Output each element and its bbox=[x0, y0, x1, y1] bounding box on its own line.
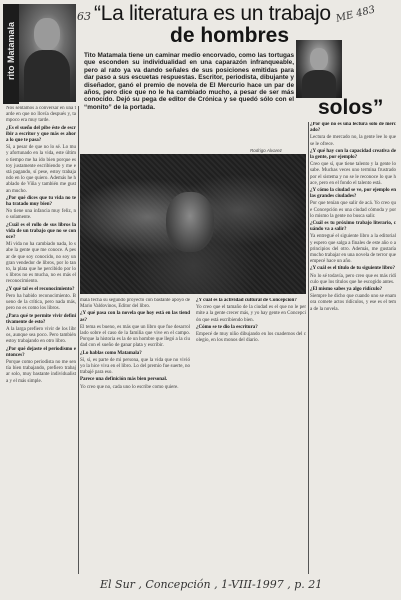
headline-continuation: solos” bbox=[318, 96, 384, 119]
qa-question: ¿Y qué pasa con la novela que hoy está en las tiendas? bbox=[80, 311, 190, 323]
qa-question: Parece una definición más bien personal. bbox=[80, 377, 168, 383]
central-photo bbox=[80, 154, 306, 294]
qa-question: ¿El mismo sabes ya algo ridículo? bbox=[310, 287, 383, 293]
qa-question: ¿Por qué dices que tu vida no te ha tratado muy bien? bbox=[6, 195, 76, 208]
qa-question: ¿Y cuál es la actividad cultural de Concepción? bbox=[196, 298, 297, 303]
column-middle-intro: mala fecha su segundo proyecto con bastante apoyo de Mario Valdovinos, Editor del libro. bbox=[80, 298, 190, 310]
qa-answer: Pero ha habido reconocimiento. Bueno de la crítica, pero nada más, pero no es como los libros. bbox=[6, 293, 76, 312]
vertical-name-tab bbox=[3, 4, 19, 104]
qa-answer: Sí, sí, es parte de mi persona, que la vida que no vivió yo la hice viva en el libro. Lo del premio fue suerte, no trabajé para eso. bbox=[80, 357, 190, 376]
column-left-intro: Nos sentamos a conversar en una tarde en que no llovía después y, tampoco era muy tarde. bbox=[6, 106, 76, 124]
column-left bbox=[6, 106, 76, 574]
qa-question: ¿Para qué te permite vivir definitivamente de esto? bbox=[6, 313, 76, 325]
headline-line-2: de hombres bbox=[170, 24, 290, 47]
qa-question: ¿Por qué dejaste el periodismo entonces? bbox=[6, 346, 76, 358]
qa-answer: Lectura de mercado no, la gente lee lo que se le ofrece. bbox=[310, 135, 396, 147]
qa-answer: El tema es bueno, es más que un libro que fue desarrollado sobre el caso de la familia que vive en el campo. Porque la historia es la de un hombre que llegó a la ciudad con el sueño de ganar plata y escribir. bbox=[80, 324, 190, 349]
qa-answer: Yo creo que no, cada uno lo escribe como quiere. bbox=[80, 384, 179, 390]
column-middle-right bbox=[196, 298, 306, 574]
lead-paragraph: Tito Matamala tiene un caminar medio encorvado, como las tortugas que esconden su individualidad en una caparazón infranqueable, pero al rato ya va dando señales de sus posiciones emitidas para dar paso a sus escuetas respuestas. Escritor, periodista, dibujante y diseñador, ganó el premio de novela de El Mercurio hace un par de años, pero dice que no le ha cambiado mucho, a pesar de ser más conocido. Dejó su pega de editor de Crónica y se quedó sólo con el “monito” de la portada. bbox=[84, 52, 294, 111]
vertical-name-label: rito Matamala bbox=[6, 21, 16, 81]
qa-answer: Mi vida no ha cambiado nada, lo sabe la gente que me conoce. A pesar de que soy conocido, no soy un gran vendedor de libros, por lo tanto, la plata que he percibido por los libros no es mucha, no es más el reconocimiento. bbox=[6, 242, 76, 285]
author-photo-right bbox=[296, 40, 342, 98]
qa-question: ¿Y qué hay con la capacidad creativa de la gente, por ejemplo? bbox=[310, 148, 396, 161]
handwritten-page-number: 63 bbox=[77, 10, 91, 23]
column-divider bbox=[308, 122, 309, 574]
qa-answer: No lo sé todavía, pero creo que es más ridículo que los títulos que he escogido antes. bbox=[310, 273, 396, 285]
qa-answer: Sí, a pesar de que no lo sé. Lo muy afortunado en la vida, este último tiempo me ha ido bien porque estoy justamente escribiendo y me está pagando, sí pese, estoy trabajando en lo que quiero. Además he hablado de Viña y también me gustan mucho. bbox=[6, 145, 76, 194]
qa-question: ¿Y cuál es el título de tu siguiente libro? bbox=[310, 266, 395, 272]
qa-answer: Porque como periodista no me sentía bien trabajando, prefiero trabajar solo, muy bastante individualista y el más simple. bbox=[6, 359, 76, 384]
qa-answer: Yo creo que el tamaño de la ciudad es el que no le permite a la gente crecer más, y yo hay gente en Concepción que está escribiendo bien. bbox=[196, 305, 306, 323]
column-middle bbox=[80, 298, 190, 574]
headline-line-1: “La literatura es un trabajo bbox=[94, 2, 331, 25]
handwritten-footer: El Sur , Concepción , 1-VIII-1997 , p. 21 bbox=[100, 578, 323, 591]
column-divider bbox=[78, 106, 79, 574]
qa-question: ¿Cómo se te dio la escritura? bbox=[196, 324, 258, 330]
qa-question: ¿Cuál es tu próximo trabajo literario, cuándo va a salir? bbox=[310, 221, 396, 233]
qa-question: ¿Lo hablas como Matamala? bbox=[80, 350, 142, 356]
qa-question: ¿Cuál es el rollo de sus libros la vida de un trabajo que no se conoce? bbox=[6, 222, 76, 241]
qa-question: ¿Es el sueño del pibe éste de escribir a escritor y que más es ahora lo que te pasa? bbox=[6, 125, 76, 144]
qa-question: ¿Y cómo la ciudad se ve, por ejemplo en las grandes ciudades? bbox=[310, 188, 396, 200]
qa-answer: Por que tenían que salir de acá. Yo creo que Concepción es una ciudad cómoda y por lo mismo la gente no busca salir. bbox=[310, 201, 396, 219]
column-right bbox=[310, 122, 396, 574]
qa-question: ¿Y qué tal es el reconocimiento? bbox=[6, 286, 75, 292]
qa-answer: Siempre he dicho que cuando uno se enamora comete actos ridículos, y ese es el tema de la novela. bbox=[310, 294, 396, 312]
qa-answer: Ya entregué el siguiente libro a la editorial y espero que salga a finales de este año o a principios del otro. Además, me gustaría mucho trabajar en una novela de terror que empecé hace un año. bbox=[310, 234, 396, 265]
byline: Rodrigo Alvarez bbox=[250, 148, 282, 153]
qa-answer: No tiene una infancia muy feliz, no solamente. bbox=[6, 209, 76, 221]
qa-question: ¿Por qué no es una lectura sólo de mercado? bbox=[310, 122, 396, 134]
qa-answer: Creo que sí, que tiene talento y la gente lo sabe. Muchas veces uno termina frustrado por el sistema y no se le reconoce lo que hace, pero en el fondo el talento está. bbox=[310, 162, 396, 186]
qa-answer: Empecé de muy niño dibujando en los cuadernos del colegio, en los monos del diario. bbox=[196, 332, 306, 344]
handwritten-reference-code: ME 483 bbox=[335, 4, 377, 25]
qa-answer: A la larga prefiero vivir de los libros, aunque sea poco. Pero también estoy trabajando en otro libro. bbox=[6, 326, 76, 345]
